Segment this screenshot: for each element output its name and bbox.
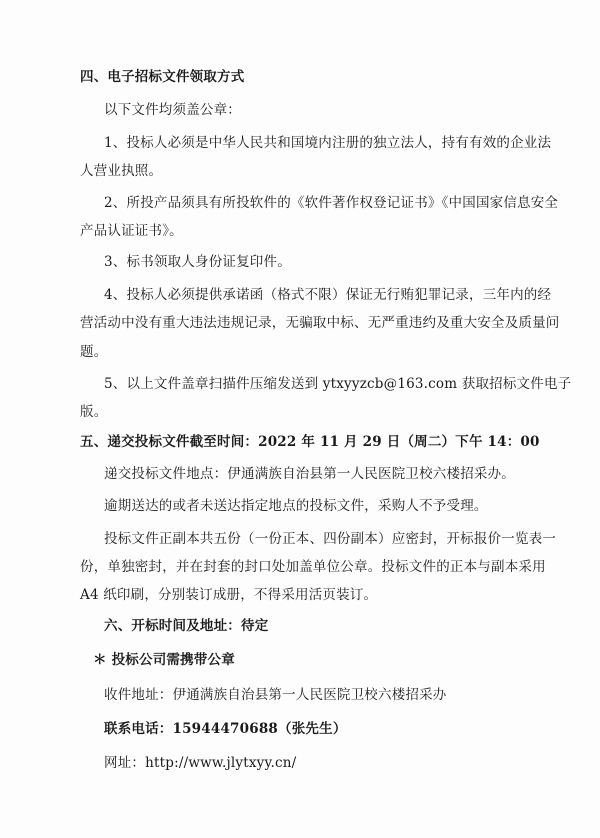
item5-line1: 5、以上文件盖章扫描件压缩发送到 ytxyyzcb@163.com 获取招标文件电子 <box>104 376 572 392</box>
section6-heading: 六、开标时间及地址：待定 <box>104 618 269 634</box>
item1-line1: 1、投标人必须是中华人民共和国境内注册的独立法人，持有有效的企业法 <box>104 135 552 151</box>
copies-line3: A4 纸印刷，分别装订成册，不得采用活页装订。 <box>80 587 378 603</box>
section4-intro: 以下文件均须盖公章： <box>104 102 241 118</box>
late-notice: 逾期送达的或者未送达指定地点的投标文件，采购人不予受理。 <box>104 498 488 514</box>
copies-line2: 份，单独密封，并在封套的封口处加盖单位公章。投标文件的正本与副本采用 <box>80 559 546 575</box>
website-link[interactable]: 网址：http://www.jlytxyy.cn/ <box>104 755 297 771</box>
seal-note: ＊ 投标公司需携带公章 <box>93 652 235 668</box>
recipient-address: 收件地址：伊通满族自治县第一人民医院卫校六楼招采办 <box>104 687 447 703</box>
item2-line2: 产品认证证书》。 <box>80 223 183 239</box>
item2-line1: 2、所投产品须具有所投软件的《软件著作权登记证书》《中国国家信息安全 <box>104 195 559 211</box>
submission-location: 递交投标文件地点：伊通满族自治县第一人民医院卫校六楼招采办。 <box>104 466 515 482</box>
item3: 3、标书领取人身份证复印件。 <box>104 254 291 270</box>
item4-line1: 4、投标人必须提供承诺函（格式不限）保证无行贿犯罪记录，三年内的经 <box>104 287 552 303</box>
item5-line2: 版。 <box>80 404 108 420</box>
contact-phone: 联系电话：15944470688（张先生） <box>104 721 347 737</box>
copies-line1: 投标文件正副本共五份（一份正本、四份副本）应密封，开标报价一览表一 <box>104 531 557 547</box>
section5-heading: 五、递交投标文件截至时间：2022 年 11 月 29 日（周二）下午 14：00 <box>80 434 540 450</box>
item4-line2: 营活动中没有重大违法违规记录，无骗取中标、无严重违约及重大安全及质量问 <box>80 315 560 331</box>
section4-heading: 四、电子招标文件领取方式 <box>80 69 245 85</box>
item4-line3: 题。 <box>80 344 108 360</box>
item1-line2: 人营业执照。 <box>80 163 163 179</box>
